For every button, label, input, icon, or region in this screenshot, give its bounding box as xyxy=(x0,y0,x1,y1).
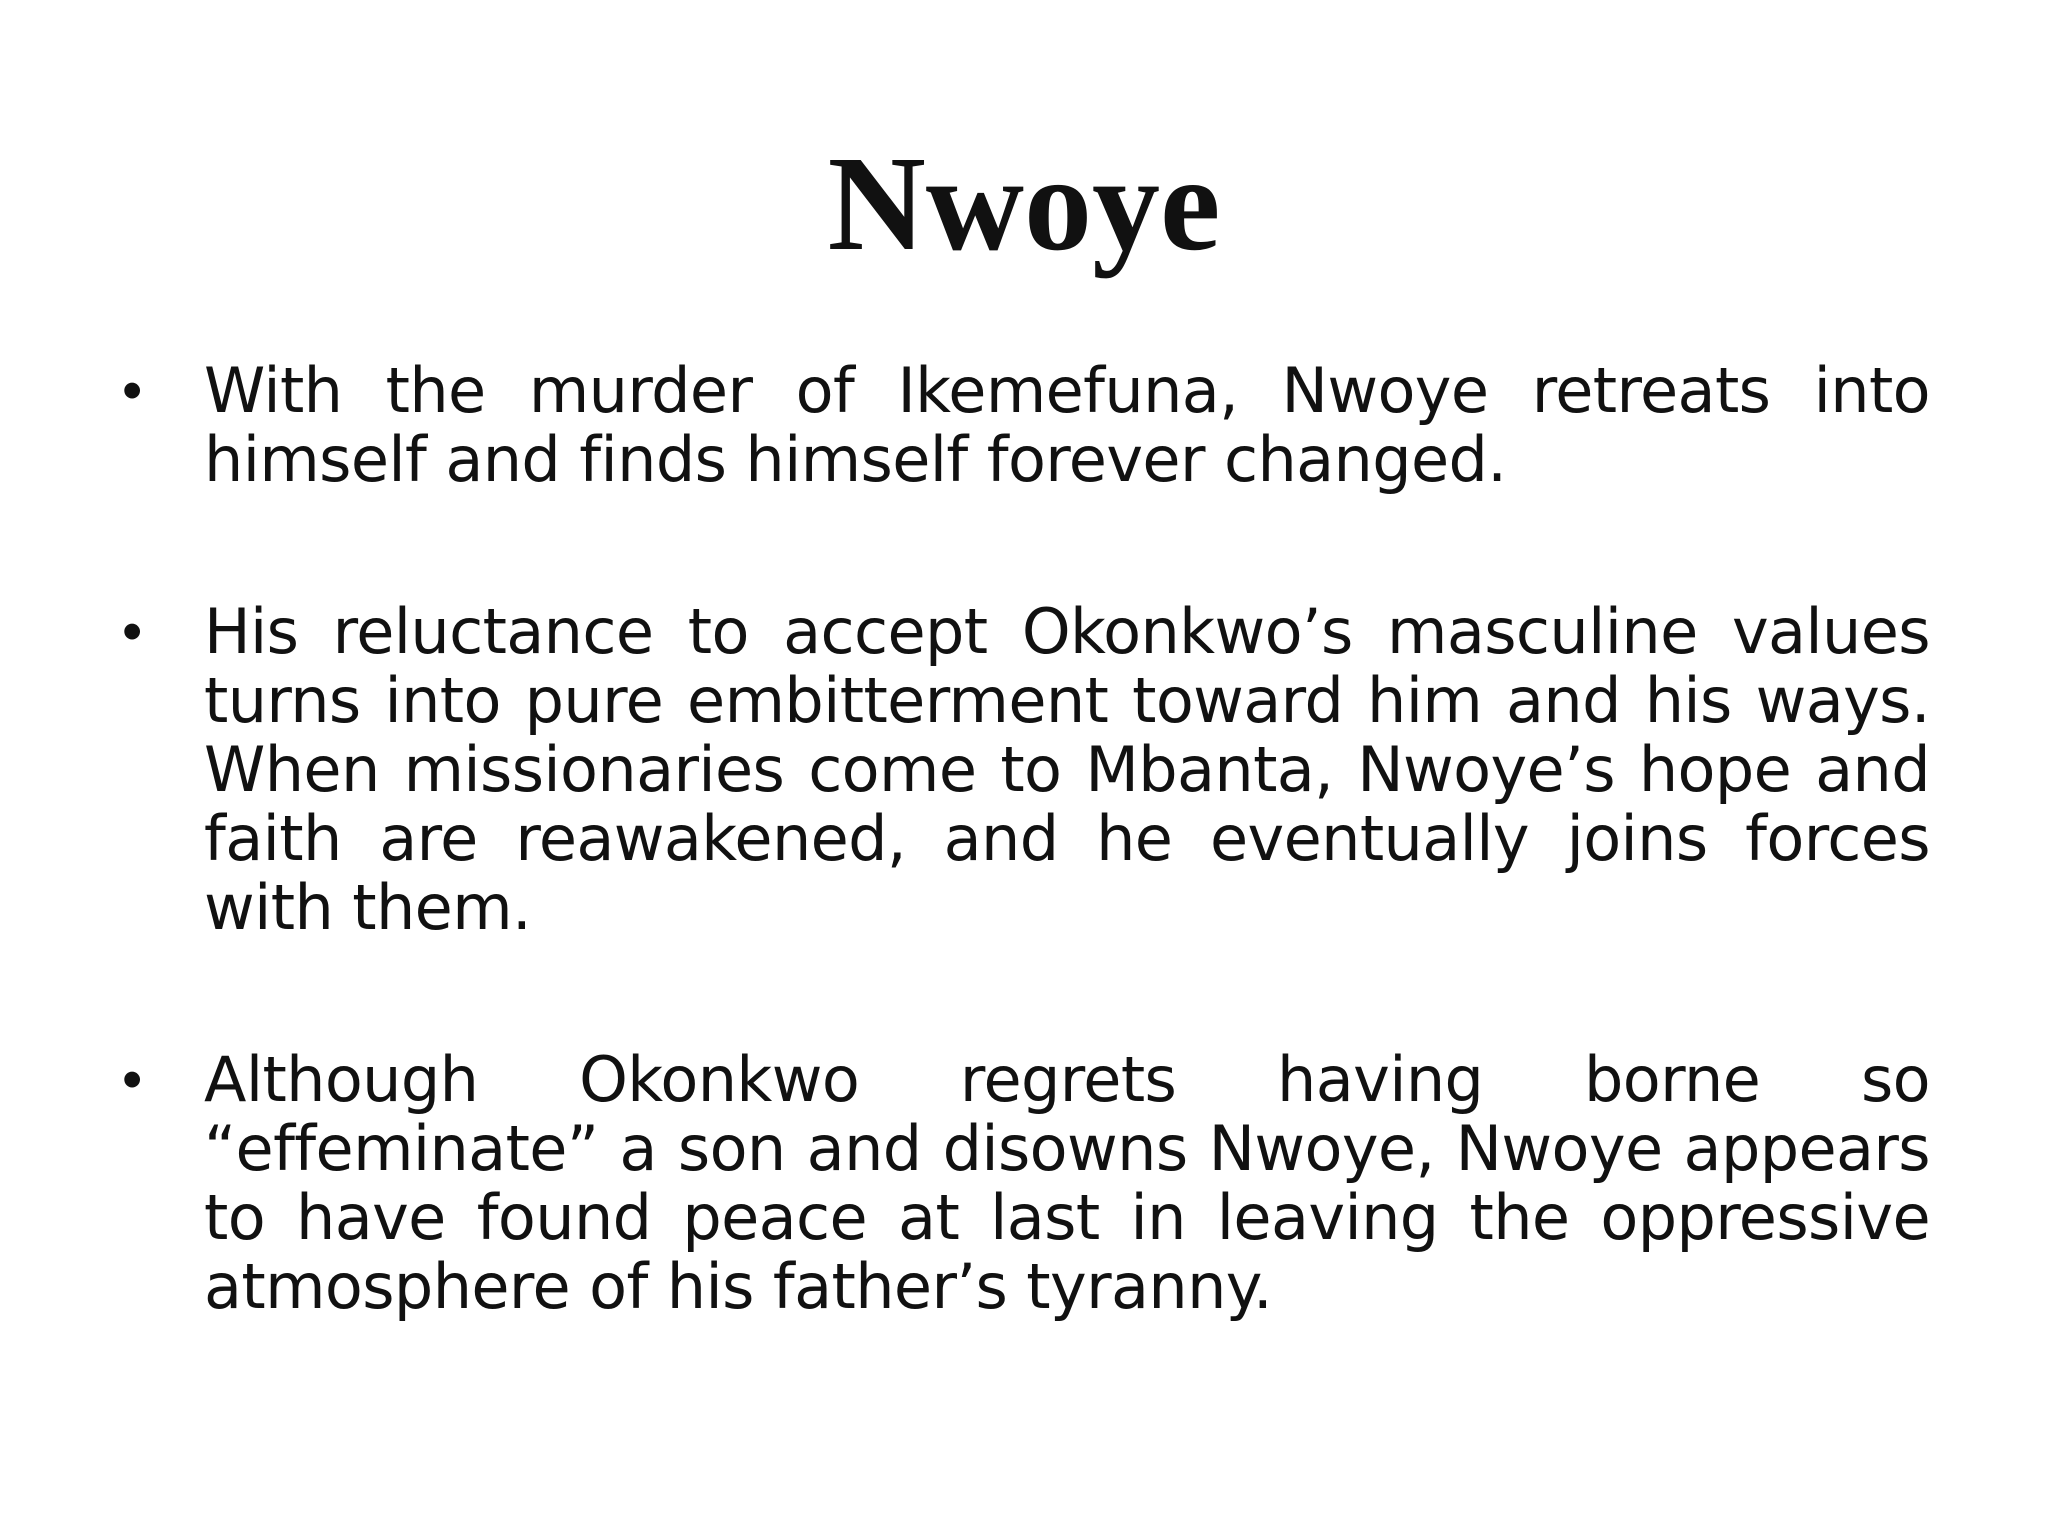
bullet-item xyxy=(120,1045,1930,1321)
bullet-marker: • xyxy=(122,599,143,664)
slide-title: Nwoye xyxy=(827,129,1221,279)
bullet-item xyxy=(120,597,1930,942)
bullet-item xyxy=(120,356,1930,494)
bullet-text: His reluctance to accept Okonkwo’s masculine values turns into pure embitterment toward him and his ways. When missionaries come to Mbanta, Nwoye’s hope and faith are reawakened, and he eventually joins forces with them. xyxy=(204,595,1930,944)
bullet-list xyxy=(120,356,1930,1424)
bullet-text: Although Okonkwo regrets having borne so “effeminate” a son and disowns Nwoye, Nwoye appears to have found peace at last in leaving the oppressive atmosphere of his father’s tyranny. xyxy=(204,1043,1930,1323)
bullet-marker: • xyxy=(122,358,143,423)
bullet-marker: • xyxy=(122,1047,143,1112)
bullet-text: With the murder of Ikemefuna, Nwoye retreats into himself and finds himself forever changed. xyxy=(204,354,1930,496)
